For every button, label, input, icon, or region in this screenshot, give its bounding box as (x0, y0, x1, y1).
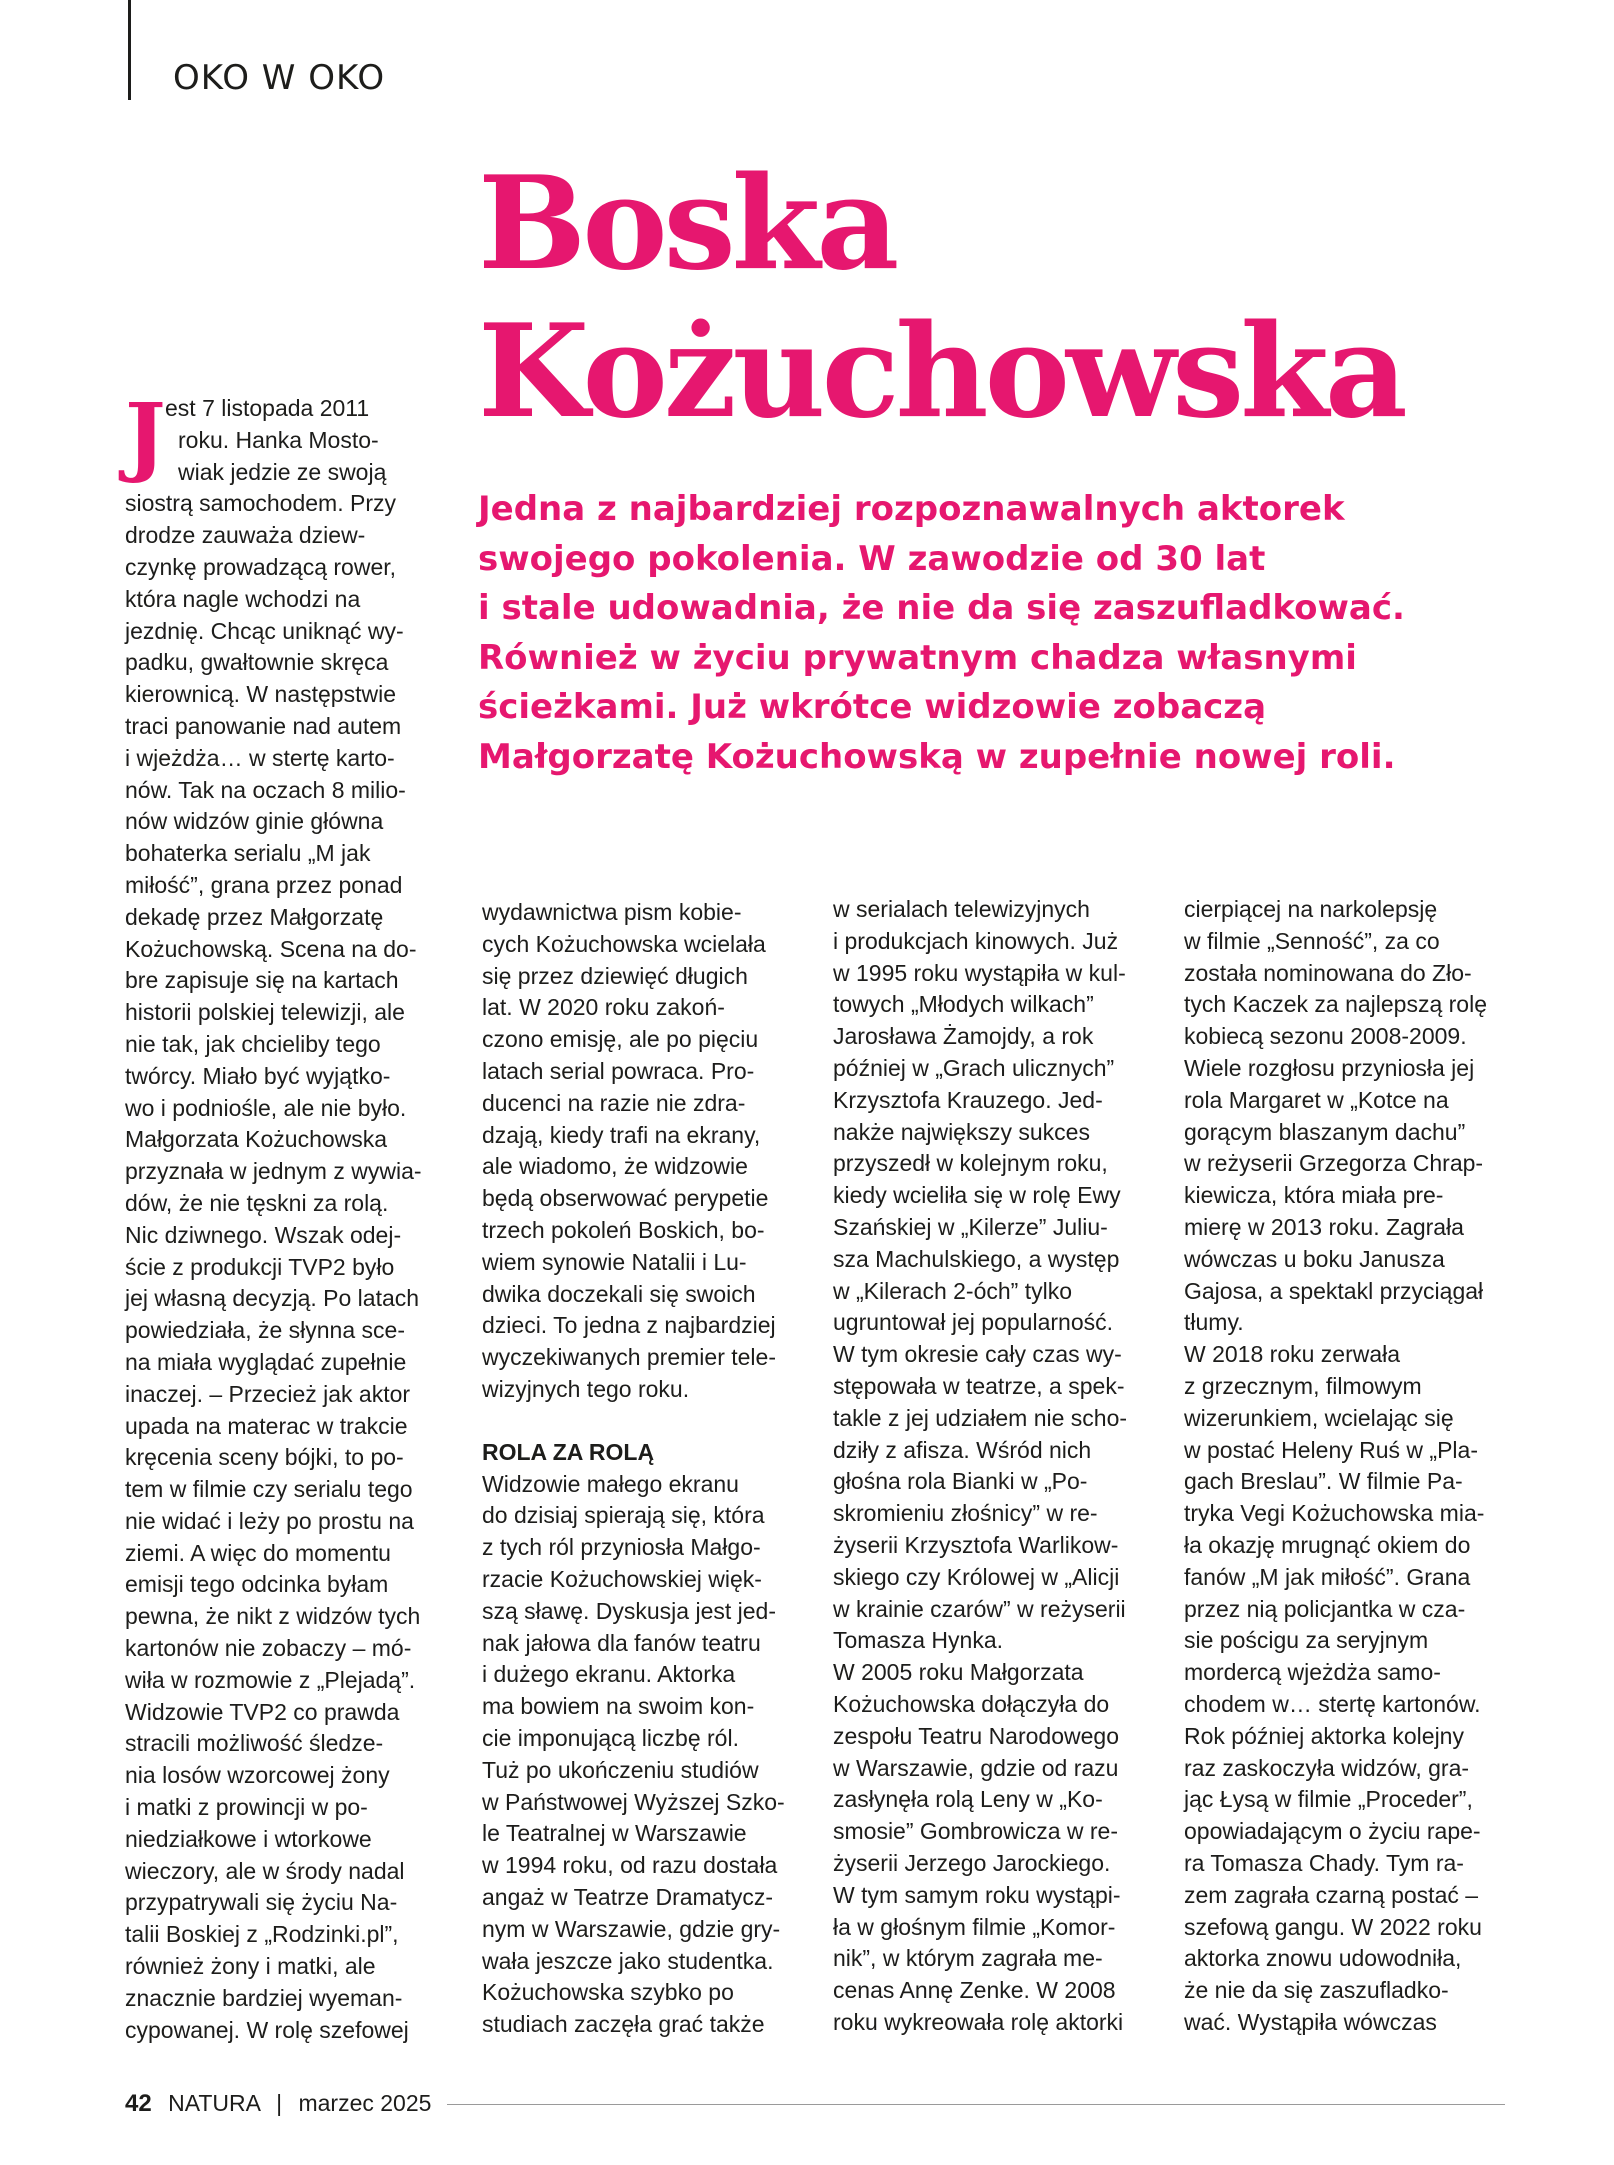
text-line: Kożuchowska dołączyła do (833, 1690, 1110, 1717)
text-line: stracili możliwość śledze- (125, 1730, 384, 1757)
text-line: bohaterka serialu „M jak (125, 840, 371, 867)
text-line: cypowanej. W rolę szefowej (125, 2016, 409, 2043)
text-line: mierę w 2013 roku. Zagrała (1184, 1213, 1464, 1240)
text-line: le Teatralnej w Warszawie (482, 1820, 747, 1847)
text-line: nów widzów ginie główna (125, 808, 384, 835)
text-line: twórcy. Miało być wyjątko- (125, 1062, 391, 1089)
text-line: niedziałkowe i wtorkowe (125, 1825, 372, 1852)
text-line: cie imponującą liczbę ról. (482, 1724, 739, 1751)
text-line: dzieci. To jedna z najbardziej (482, 1312, 776, 1339)
text-line: takle z jej udziałem nie scho- (833, 1404, 1128, 1431)
text-line: nia losów wzorcowej żony (125, 1762, 390, 1789)
text-line: dzają, kiedy trafi na ekrany, (482, 1121, 761, 1148)
text-line: się przez dziewięć długich (482, 962, 748, 989)
article-column-3 (833, 894, 1163, 2039)
text-line: miłość”, grana przez ponad (125, 871, 403, 898)
text-line: nak jałowa dla fanów teatru (482, 1629, 761, 1656)
text-line: pewna, że nikt z widzów tych (125, 1603, 421, 1630)
text-line: przez nią policjantka w cza- (1184, 1595, 1466, 1622)
text-line: i produkcjach kinowych. Już (833, 927, 1119, 954)
text-line: na miała wyglądać zupełnie (125, 1348, 407, 1375)
text-line: i matki z prowincji w po- (125, 1794, 368, 1821)
text-line: szefową gangu. W 2022 roku (1184, 1913, 1482, 1940)
text-line: wydawnictwa pism kobie- (482, 899, 742, 925)
text-line: w 1994 roku, od razu dostała (482, 1852, 778, 1879)
text-line: emisji tego odcinka byłam (125, 1571, 389, 1598)
text-line: kierownicą. W następstwie (125, 681, 396, 708)
text-line: lat. W 2020 roku zakoń- (482, 994, 725, 1021)
text-line: nów. Tak na oczach 8 milio- (125, 776, 406, 803)
text-line: rzacie Kożuchowskiej więk- (482, 1565, 762, 1592)
text-line: Widzowie TVP2 co prawda (125, 1698, 400, 1725)
text-line: w postać Heleny Ruś w „Pla- (1184, 1436, 1478, 1463)
text-line: wizerunkiem, wcielając się (1184, 1404, 1454, 1431)
text-line: również żony i matki, ale (125, 1953, 376, 1980)
text-line: Nic dziwnego. Wszak odej- (125, 1221, 402, 1248)
text-line: znacznie bardziej wyeman- (125, 1984, 403, 2011)
text-line: chodem w… stertę kartonów. (1184, 1690, 1481, 1717)
text-line: dów, że nie tęskni za rolą. (125, 1189, 389, 1216)
text-line: dziły z afisza. Wśród nich (833, 1436, 1092, 1463)
page-footer (125, 2083, 1505, 2123)
text-line: opowiadającym o życiu rape- (1184, 1818, 1481, 1845)
text-line: nie widać i leży po prostu na (125, 1507, 414, 1534)
text-line: kartonów nie zobaczy – mó- (125, 1635, 412, 1662)
text-line: przypatrywali się życiu Na- (125, 1889, 398, 1916)
text-line: cierpiącej na narkolepsję (1184, 896, 1438, 922)
text-line: est 7 listopada 2011 (165, 395, 370, 421)
text-line: czono emisję, ale po pięciu (482, 1026, 759, 1053)
text-line: raz zaskoczyła widzów, gra- (1184, 1754, 1470, 1781)
text-line: gorącym blaszanym dachu” (1184, 1118, 1466, 1145)
text-line: gach Breslau”. W filmie Pa- (1184, 1468, 1463, 1495)
text-line: ma bowiem na swoim kon- (482, 1693, 755, 1720)
text-line: W tym samym roku wystąpi- (833, 1881, 1121, 1908)
text-line: roku wykreowała rolę aktorki (833, 2008, 1124, 2035)
text-line: traci panowanie nad autem (125, 712, 402, 739)
text-line: Gajosa, a spektakl przyciągał (1184, 1277, 1484, 1304)
text-line: Kożuchowska szybko po (482, 1979, 734, 2006)
text-line: cenas Annę Zenke. W 2008 (833, 1977, 1116, 2004)
text-line: ścieżkami. Już wkrótce widzowie zobaczą (478, 687, 1267, 727)
article-column-2-part-1 (482, 897, 802, 1406)
text-line: nakże największy sukces (833, 1118, 1090, 1145)
text-line: i dużego ekranu. Aktorka (482, 1661, 736, 1688)
text-line: nie tak, jak chcieliby tego (125, 1030, 381, 1057)
text-line: aktorka znowu udowodniła, (1184, 1945, 1462, 1972)
text-line: rola Margaret w „Kotce na (1184, 1086, 1449, 1113)
text-line: głośna rola Bianki w „Po- (833, 1468, 1088, 1495)
article-column-2-part-2 (482, 1469, 802, 2041)
text-line: skromieniu złośnicy” w re- (833, 1500, 1098, 1527)
text-line: wiem synowie Natalii i Lu- (482, 1248, 747, 1275)
article-column-4 (1184, 894, 1514, 2039)
text-line: jezdnię. Chcąc uniknąć wy- (125, 617, 404, 644)
text-line: W 2005 roku Małgorzata (833, 1659, 1084, 1686)
text-line: ła okazję mrugnąć okiem do (1184, 1531, 1471, 1558)
text-line: później w „Grach ulicznych” (833, 1054, 1115, 1081)
text-line: sie pościgu za seryjnym (1184, 1627, 1429, 1654)
text-line: kiewicza, która miała pre- (1184, 1182, 1444, 1209)
text-line: wo i podniośle, ale nie było. (125, 1094, 407, 1121)
text-line: w serialach telewizyjnych (833, 896, 1090, 922)
article-title-line-1: Boska (478, 149, 896, 299)
text-line: siostrą samochodem. Przy (125, 490, 396, 517)
text-line: inaczej. – Przecież jak aktor (125, 1380, 411, 1407)
text-line: przyznała w jednym z wywia- (125, 1158, 422, 1185)
text-line: tem w filmie czy serialu tego (125, 1476, 413, 1503)
text-line: Jarosława Żamojdy, a rok (833, 1023, 1094, 1050)
text-line: Jedna z najbardziej rozpoznawalnych aktorek (478, 489, 1345, 529)
text-line: zespołu Teatru Narodowego (833, 1722, 1119, 1749)
text-line: wała jeszcze jako studentka. (482, 1947, 774, 1974)
footer-separator: | (276, 2090, 283, 2116)
text-line: wizyjnych tego roku. (482, 1375, 690, 1402)
text-line: smosie” Gombrowicza w re- (833, 1818, 1118, 1845)
text-line: ducenci na razie nie zdra- (482, 1089, 746, 1116)
text-line: historii polskiej telewizji, ale (125, 999, 405, 1026)
text-line: ziemi. A więc do momentu (125, 1539, 391, 1566)
text-line: talii Boskiej z „Rodzinki.pl”, (125, 1921, 399, 1948)
text-line: bre zapisuje się na kartach (125, 967, 399, 994)
magazine-name: NATURA (168, 2090, 260, 2116)
text-line: szą sławę. Dyskusja jest jed- (482, 1597, 776, 1624)
text-line: ra Tomasza Chady. Tym ra- (1184, 1849, 1464, 1876)
text-line: fanów „M jak miłość”. Grana (1184, 1563, 1471, 1590)
text-line: kobiecą sezonu 2008-2009. (1184, 1023, 1467, 1050)
text-line: będą obserwować perypetie (482, 1185, 769, 1212)
text-line: żyserii Krzysztofa Warlikow- (833, 1531, 1119, 1558)
text-line: Również w życiu prywatnym chadza własnymi (478, 637, 1357, 678)
text-line: Szańskiej w „Kilerze” Juliu- (833, 1213, 1108, 1240)
text-line: i wjeżdża… w stertę karto- (125, 744, 395, 771)
text-line: sza Machulskiego, a występ (833, 1245, 1120, 1272)
text-line: tryka Vegi Kożuchowska mia- (1184, 1500, 1485, 1527)
text-line: tych Kaczek za najlepszą rolę (1184, 991, 1487, 1018)
text-line: mordercą wjeżdża samo- (1184, 1659, 1441, 1686)
text-line: Kożuchowską. Scena na do- (125, 935, 417, 962)
text-line: w krainie czarów” w reżyserii (833, 1595, 1126, 1622)
subheading: ROLA ZA ROLĄ (482, 1438, 655, 1465)
text-line: w „Kilerach 2-óch” tylko (833, 1277, 1073, 1304)
text-line: Tomasza Hynka. (833, 1627, 1004, 1654)
text-line: drodze zauważa dziew- (125, 522, 366, 549)
text-line: wyczekiwanych premier tele- (482, 1344, 776, 1371)
text-line: ście z produkcji TVP2 było (125, 1253, 395, 1280)
text-line: kręcenia sceny bójki, to po- (125, 1444, 404, 1471)
text-line: Wiele rozgłosu przyniosła jej (1184, 1054, 1475, 1081)
text-line: która nagle wchodzi na (125, 585, 361, 612)
text-line: zem zagrała czarną postać – (1184, 1881, 1479, 1908)
text-line: upada na materac w trakcie (125, 1412, 408, 1439)
footer-rule (447, 2104, 1505, 2105)
text-line: zasłynęła rolą Leny w „Ko- (833, 1786, 1103, 1813)
text-line: powiedziała, że słynna sce- (125, 1317, 405, 1344)
text-line: została nominowana do Zło- (1184, 959, 1472, 986)
text-line: ła w głośnym filmie „Komor- (833, 1913, 1116, 1940)
text-line: ale wiadomo, że widzowie (482, 1153, 748, 1180)
text-line: ugruntował jej popularność. (833, 1309, 1114, 1336)
text-line: w reżyserii Grzegorza Chrap- (1184, 1150, 1484, 1177)
text-line: w 1995 roku wystąpiła w kul- (833, 959, 1126, 986)
article-column-2 (482, 897, 802, 2041)
section-label: OKO W OKO (173, 58, 386, 98)
text-line: latach serial powraca. Pro- (482, 1057, 755, 1084)
text-line: nym w Warszawie, gdzie gry- (482, 1915, 781, 1942)
text-line: studiach zaczęła grać także (482, 2011, 765, 2038)
header-vertical-bar (128, 0, 131, 100)
text-line: skiego czy Królowej w „Alicji (833, 1563, 1120, 1590)
text-line: i stale udowadnia, że nie da się zaszufladkować. (478, 588, 1405, 628)
text-line: w Warszawie, gdzie od razu (833, 1754, 1119, 1781)
page-number: 42 (125, 2090, 152, 2117)
text-line: z grzecznym, filmowym (1184, 1372, 1422, 1399)
text-line: jej własną decyzją. Po latach (125, 1285, 420, 1312)
text-line: padku, gwałtownie skręca (125, 649, 389, 676)
text-line: z tych ról przyniosła Małgo- (482, 1534, 761, 1561)
text-line: tłumy. (1184, 1309, 1244, 1336)
article-title-line-2: Kożuchowska (478, 297, 1404, 447)
text-line: do dzisiaj spierają się, która (482, 1502, 765, 1529)
text-line: wieczory, ale w środy nadal (125, 1857, 405, 1884)
text-line: wać. Wystąpiła wówczas (1184, 2008, 1437, 2035)
text-line: angaż w Teatrze Dramatycz- (482, 1883, 774, 1910)
text-line: cych Kożuchowska wcielała (482, 930, 766, 957)
text-line: Krzysztofa Krauzego. Jed- (833, 1086, 1103, 1113)
text-line: W tym okresie cały czas wy- (833, 1341, 1122, 1368)
drop-cap: J (125, 385, 166, 486)
text-line: w filmie „Senność”, za co (1184, 927, 1440, 954)
article-lead (478, 485, 1478, 782)
text-line: wiak jedzie ze swoją (178, 458, 387, 485)
text-line: czynkę prowadzącą rower, (125, 553, 397, 580)
text-line: swojego pokolenia. W zawodzie od 30 lat (478, 538, 1266, 579)
issue-date: marzec 2025 (298, 2090, 432, 2116)
text-line: kiedy wcieliła się w rolę Ewy (833, 1182, 1121, 1209)
text-line: W 2018 roku zerwała (1184, 1341, 1401, 1368)
text-line: Widzowie małego ekranu (482, 1470, 739, 1497)
text-line: Rok później aktorka kolejny (1184, 1722, 1464, 1749)
text-line: wiła w rozmowie z „Plejadą”. (125, 1666, 416, 1693)
text-line: stępowała w teatrze, a spek- (833, 1372, 1125, 1399)
text-line: Tuż po ukończeniu studiów (482, 1756, 759, 1783)
text-line: dekadę przez Małgorzatę (125, 903, 384, 930)
text-line: dwika doczekali się swoich (482, 1280, 756, 1307)
text-line: jąc Łysą w filmie „Proceder”, (1184, 1786, 1473, 1813)
text-line: trzech pokoleń Boskich, bo- (482, 1216, 765, 1243)
text-line: roku. Hanka Mosto- (178, 426, 379, 453)
article-title (478, 150, 1404, 446)
text-line: przyszedł w kolejnym roku, (833, 1150, 1108, 1177)
text-line: żyserii Jerzego Jarockiego. (833, 1849, 1111, 1876)
text-line: wówczas u boku Janusza (1184, 1245, 1445, 1272)
article-column-1 (125, 385, 455, 2046)
text-line: w Państwowej Wyższej Szko- (482, 1788, 785, 1815)
text-line: towych „Młodych wilkach” (833, 991, 1094, 1018)
paragraph-gap (482, 1406, 802, 1437)
text-line: Małgorzatę Kożuchowską w zupełnie nowej roli. (478, 736, 1396, 777)
text-line: nik”, w którym zagrała me- (833, 1945, 1103, 1972)
text-line: Małgorzata Kożuchowska (125, 1126, 388, 1153)
text-line: że nie da się zaszufladko- (1184, 1977, 1449, 2004)
